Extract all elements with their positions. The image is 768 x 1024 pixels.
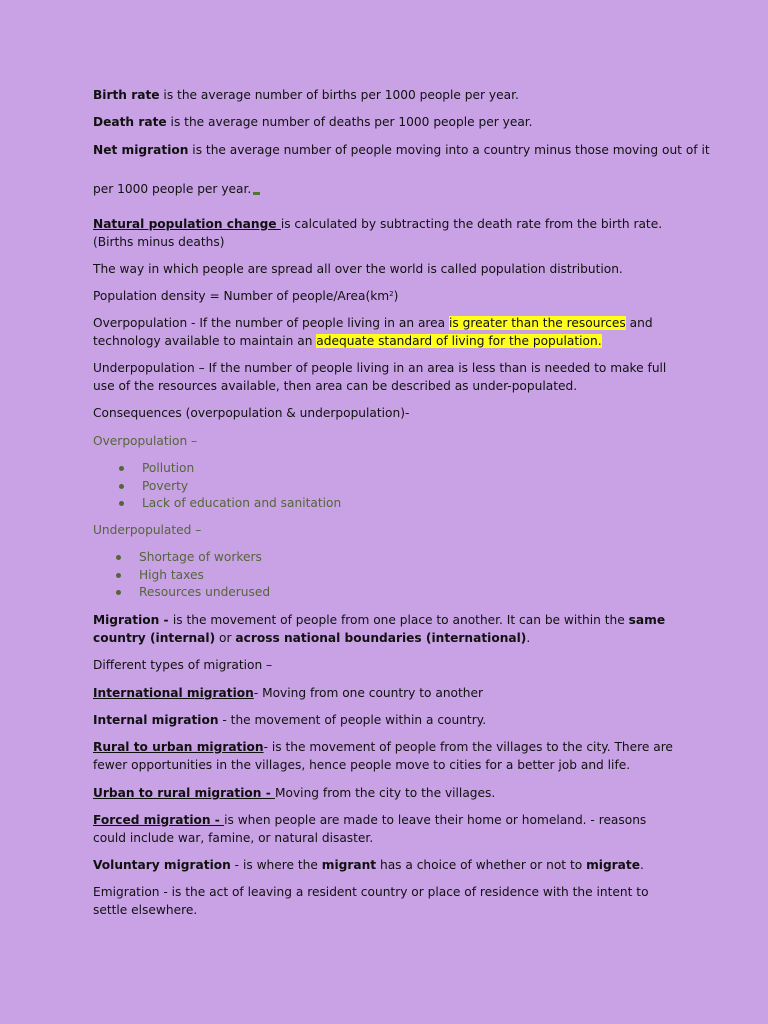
migration-bold-2: across national boundaries (international) (235, 630, 527, 645)
density-text: Population density = Number of people/Area(km (93, 289, 390, 303)
net-migration-line2 (93, 181, 683, 199)
voluntary-bold-1: migrant (321, 858, 377, 872)
consequences-paragraph (93, 405, 683, 423)
overpop-text-a: Overpopulation - If the number of people living in an area (93, 316, 450, 330)
list-item: Poverty (0, 478, 341, 496)
net-migration-term: Net migration (93, 143, 189, 157)
birth-rate-term: Birth rate (93, 88, 160, 102)
rural-urban-paragraph (93, 739, 683, 774)
voluntary-term: Voluntary migration (93, 858, 231, 872)
density-superscript: 2 (389, 290, 394, 298)
list-item: Pollution (0, 460, 341, 478)
overpop-highlight-1: is greater than the resources (449, 316, 626, 330)
natural-change-paragraph (93, 216, 683, 251)
overpop-heading-text: Overpopulation – (93, 434, 198, 448)
overpopulation-list (0, 460, 341, 513)
urban-rural-paragraph (93, 785, 683, 803)
voluntary-text-d: . (640, 858, 644, 872)
underpopulated-list (0, 549, 270, 602)
net-migration-continuation: per 1000 people per year. (93, 182, 252, 196)
natural-change-definition: is calculated by subtracting the death rate from the birth rate. (Births minus deaths) (93, 217, 663, 249)
density-close: ) (393, 289, 399, 303)
urban-rural-definition: Moving from the city to the villages. (275, 786, 496, 800)
types-paragraph (93, 657, 683, 675)
death-rate-term: Death rate (93, 115, 167, 129)
death-rate-paragraph (93, 114, 683, 132)
forced-definition: is when people are made to leave their home or homeland. - reasons could include war, famine, or natural disaster. (93, 813, 647, 845)
internal-paragraph (93, 712, 683, 730)
natural-change-term: Natural population change (93, 217, 281, 231)
voluntary-text-c: has a choice of whether or not to (376, 858, 587, 872)
urban-rural-term: Urban to rural migration - (93, 786, 275, 800)
migration-text-c: or (215, 630, 236, 645)
international-paragraph (93, 685, 683, 703)
distribution-paragraph (93, 261, 683, 279)
text-cursor-mark (253, 192, 260, 195)
density-paragraph (93, 288, 683, 306)
forced-paragraph (93, 812, 683, 847)
international-term: International migration (93, 686, 254, 700)
death-rate-definition: is the average number of deaths per 1000 people per year. (166, 115, 533, 129)
net-migration-paragraph (93, 142, 710, 160)
internal-term: Internal migration (93, 713, 219, 727)
birth-rate-definition: is the average number of births per 1000 people per year. (159, 88, 519, 102)
types-text: Different types of migration – (93, 658, 273, 672)
net-migration-definition: is the average number of people moving into a country minus those moving out of it (188, 143, 710, 157)
overpop-text-b: and technology available to maintain an (93, 316, 653, 348)
list-item: High taxes (0, 567, 270, 585)
migration-text-a: is the movement of people from one place to another. It can be within the (172, 613, 629, 627)
underpopulation-paragraph (93, 360, 683, 395)
internal-definition: - the movement of people within a country. (218, 713, 487, 727)
consequences-text: Consequences (overpopulation & underpopulation)- (93, 406, 410, 420)
voluntary-paragraph (93, 857, 683, 875)
list-item: Resources underused (0, 584, 270, 602)
list-item: Shortage of workers (0, 549, 270, 567)
underpopulated-heading (93, 522, 683, 540)
emigration-paragraph (93, 884, 683, 919)
international-definition: - Moving from one country to another (253, 686, 484, 700)
migration-term: Migration - (93, 613, 173, 627)
overpopulation-heading (93, 433, 683, 451)
voluntary-text-a: - is where the (230, 858, 322, 872)
list-item: Lack of education and sanitation (0, 495, 341, 513)
distribution-text: The way in which people are spread all over the world is called population distribution. (93, 262, 623, 276)
underpop-heading-text: Underpopulated – (93, 523, 202, 537)
birth-rate-paragraph (93, 87, 683, 105)
migration-bold-1: same country (internal) (93, 613, 666, 645)
underpop-text: Underpopulation – If the number of people living in an area is less than is needed to make full use of the resources available, then area can be described as under-populated. (93, 361, 667, 393)
rural-urban-term: Rural to urban migration (93, 740, 264, 754)
migration-text-d: . (526, 630, 531, 645)
forced-term: Forced migration - (93, 813, 225, 827)
emigration-text: Emigration - is the act of leaving a resident country or place of residence with the intent to settle elsewhere. (93, 885, 649, 917)
migration-paragraph (93, 612, 683, 647)
rural-urban-definition: - is the movement of people from the villages to the city. There are fewer opportunities in the villages, hence people move to cities for a better job and life. (93, 740, 673, 772)
overpopulation-paragraph (93, 315, 683, 350)
overpop-highlight-2: adequate standard of living for the population. (316, 333, 602, 348)
voluntary-bold-2: migrate (586, 858, 640, 872)
